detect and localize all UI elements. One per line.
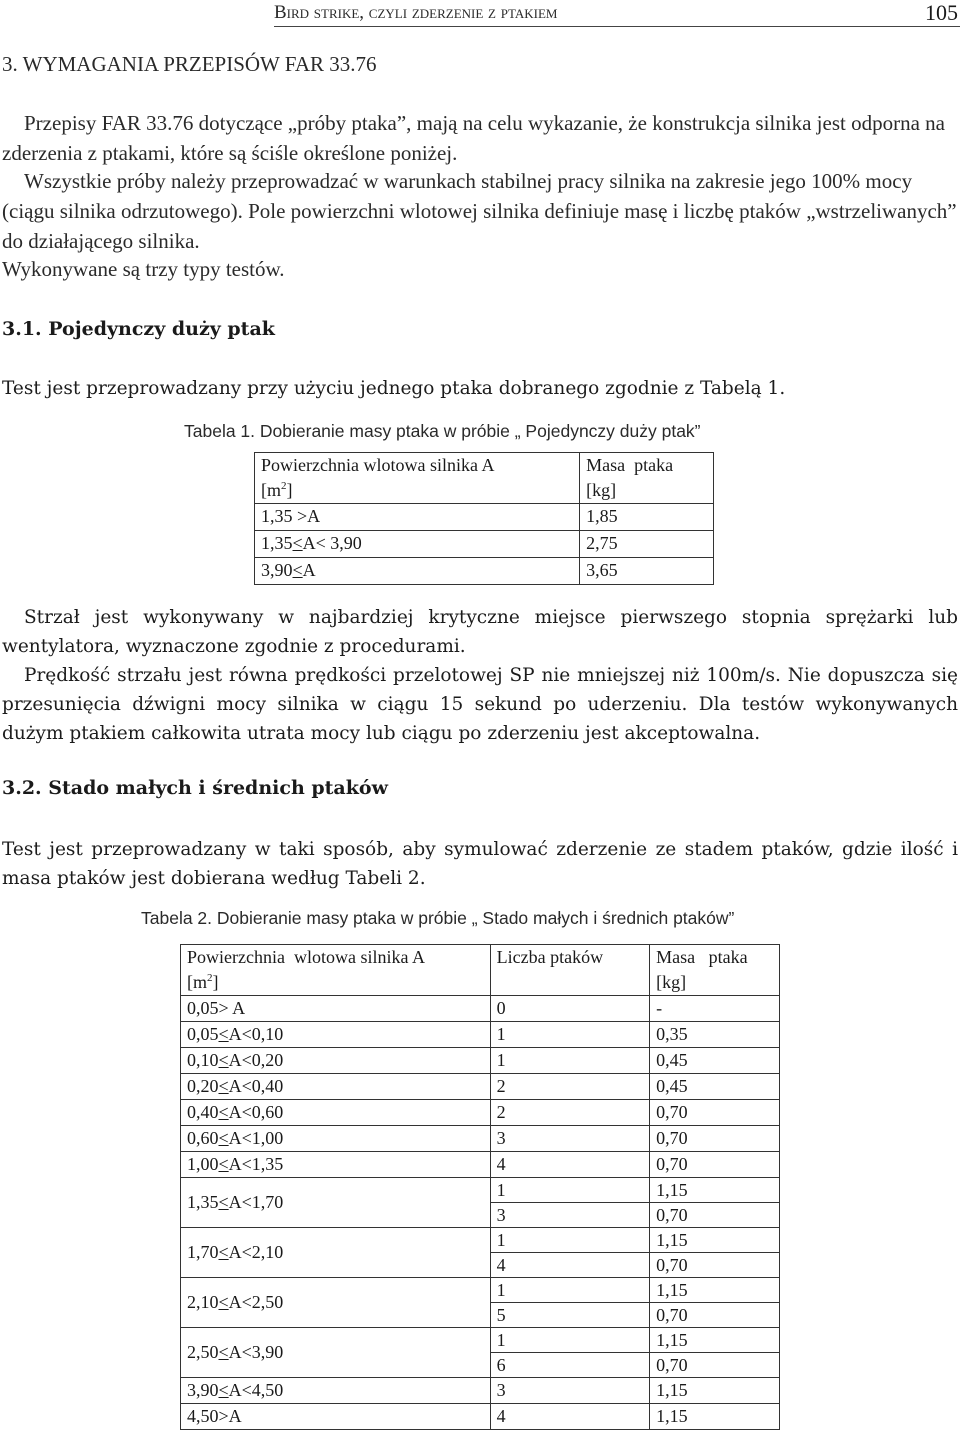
table-row [255,558,714,585]
table-cell: 4 [490,1253,649,1278]
table-cell: 2 [490,1074,649,1100]
table-2-caption: Tabela 2. Dobieranie masy ptaka w próbie „ Stado małych i średnich ptaków” [141,908,735,928]
table-row [181,1048,780,1074]
subsection-heading-3-1: 3.1. Pojedynczy duży ptak [2,318,275,340]
column-header-count: Liczba ptaków [490,945,649,996]
table-cell: 4 [490,1152,649,1178]
table-cell: - [650,996,780,1022]
column-unit-mass: [kg] [586,480,617,500]
table-cell: 1,70<A<2,10 [181,1228,491,1278]
table-cell: 1 [490,1048,649,1074]
strike-speed-paragraph: Prędkość strzału jest równa prędkości przelotowej SP nie mniejszej niż 100m/s. Nie dopuszcza się przesunięcia dźwigni mocy silnika w ciągu 15 sekund po uderzeniu. Dla testów wykonywanych dużym ptakiem całkowita utrata mocy lub ciągu po zderzeniu jest akceptowalna. [2,665,958,744]
table-cell: 2,50<A<3,90 [181,1328,491,1378]
column-unit-area: $[m^2]$ [261,480,293,500]
table-cell: 1 [490,1022,649,1048]
table-row [181,1178,780,1203]
header-rule [274,26,960,27]
table-cell: 1,15 [650,1278,780,1303]
table-cell: 0,70 [650,1353,780,1378]
table-cell: 1,35 >A [255,504,580,531]
table-1 [254,452,714,585]
table-cell: 2,75 [580,531,714,558]
table-cell: 5 [490,1303,649,1328]
running-title: Bird strike, czyli zderzenie z ptakiem [274,2,558,23]
table-cell: 1 [490,1178,649,1203]
table-cell: 4 [490,1404,649,1430]
page-number: 105 [925,0,958,25]
table-row [255,504,714,531]
table-header-row [255,453,714,504]
table-row [181,1152,780,1178]
subsection-3-2-text: Test jest przeprowadzany w taki sposób, aby symulować zderzenie ze stadem ptaków, gdzie ilość i masa ptaków jest dobierana według Tabeli 2. [2,839,958,889]
table-cell: 1,15 [650,1328,780,1353]
table-row [255,531,714,558]
table-header-cell [650,945,780,996]
table-2 [180,944,780,1430]
table-cell: 0,10<A<0,20 [181,1048,491,1074]
page-header [0,0,960,28]
table-cell: 1 [490,1328,649,1353]
table-cell: 0,40<A<0,60 [181,1100,491,1126]
table-cell: 0,70 [650,1126,780,1152]
requirements-text: Wszystkie próby należy przeprowadzać w warunkach stabilnej pracy silnika na zakresie jego 100% mocy (ciągu silnika odrzutowego). Pole powierzchni wlotowej silnika definiuje masę i liczbę ptaków „wstrzeliwanych” do działającego silnika. [2,169,957,253]
table-row [181,1074,780,1100]
table-cell: 0,70 [650,1100,780,1126]
subsection-heading-3-2: 3.2. Stado małych i średnich ptaków [2,777,388,799]
table-header-cell [255,453,580,504]
table-cell: 3 [490,1203,649,1228]
table-cell: 0,70 [650,1152,780,1178]
table-cell: 3 [490,1126,649,1152]
column-header-mass: Masa ptaka [656,947,748,967]
table-cell: 0,20<A<0,40 [181,1074,491,1100]
strike-location-paragraph: Strzał jest wykonywany w najbardziej krytyczne miejsce pierwszego stopnia sprężarki lub wentylatora, wyznaczone zgodnie z procedurami. [2,607,958,657]
table-cell: 3,90<A<4,50 [181,1378,491,1404]
table-cell: 0,60<A<1,00 [181,1126,491,1152]
table-header-row [181,945,780,996]
table-cell: 1,15 [650,1178,780,1203]
table-cell: 1,85 [580,504,714,531]
table-cell: 1,15 [650,1228,780,1253]
column-unit-mass: [kg] [656,972,687,992]
column-header-mass: Masa ptaka [586,455,674,475]
table-cell: 0,70 [650,1203,780,1228]
table-cell: 2 [490,1100,649,1126]
table-cell: 0,45 [650,1048,780,1074]
table-row [181,1022,780,1048]
table-cell: 0,35 [650,1022,780,1048]
table-row [181,1228,780,1253]
table-row [181,996,780,1022]
table-cell: 3,65 [580,558,714,585]
table-cell: 1,00<A<1,35 [181,1152,491,1178]
table-cell: 4,50>A [181,1404,491,1430]
intro-paragraph [2,108,957,168]
table-cell: 0,70 [650,1253,780,1278]
table-header-cell [580,453,714,504]
table-row [181,1126,780,1152]
table-cell: 0,70 [650,1303,780,1328]
column-header-area: Powierzchnia wlotowa silnika A [261,455,495,475]
table-cell: 0,05<A<0,10 [181,1022,491,1048]
test-types-paragraph: Wykonywane są trzy typy testów. [2,257,285,281]
intro-text: Przepisy FAR 33.76 dotyczące „próby ptaka”, mają na celu wykazanie, że konstrukcja silnika jest odporna na zderzenia z ptakami, które są ściśle określone poniżej. [2,111,945,165]
table-cell: 1,35<A< 3,90 [255,531,580,558]
subsection-3-1-text: Test jest przeprowadzany przy użyciu jednego ptaka dobranego zgodnie z Tabelą 1. [2,378,786,399]
table-cell: 6 [490,1353,649,1378]
table-cell: 1,15 [650,1378,780,1404]
table-cell: 3,90<A [255,558,580,585]
column-header-area: Powierzchnia wlotowa silnika A [187,947,425,967]
table-row [181,1278,780,1303]
table-header-cell [181,945,491,996]
table-row [181,1404,780,1430]
requirements-paragraph [2,166,957,256]
table-cell: 1 [490,1278,649,1303]
table-cell: 1,35<A<1,70 [181,1178,491,1228]
table-1-caption: Tabela 1. Dobieranie masy ptaka w próbie „ Pojedynczy duży ptak” [184,421,701,441]
table-cell: 0,45 [650,1074,780,1100]
table-cell: 2,10<A<2,50 [181,1278,491,1328]
table-row [181,1100,780,1126]
table-cell: 1 [490,1228,649,1253]
table-cell: 1,15 [650,1404,780,1430]
section-heading: 3. WYMAGANIA PRZEPISÓW FAR 33.76 [2,52,377,76]
table-row [181,1378,780,1404]
table-cell: 0,05> A [181,996,491,1022]
table-cell: 0 [490,996,649,1022]
table-cell: 3 [490,1378,649,1404]
table-row [181,1328,780,1353]
column-unit-area: $[m^2]$ [187,972,219,992]
